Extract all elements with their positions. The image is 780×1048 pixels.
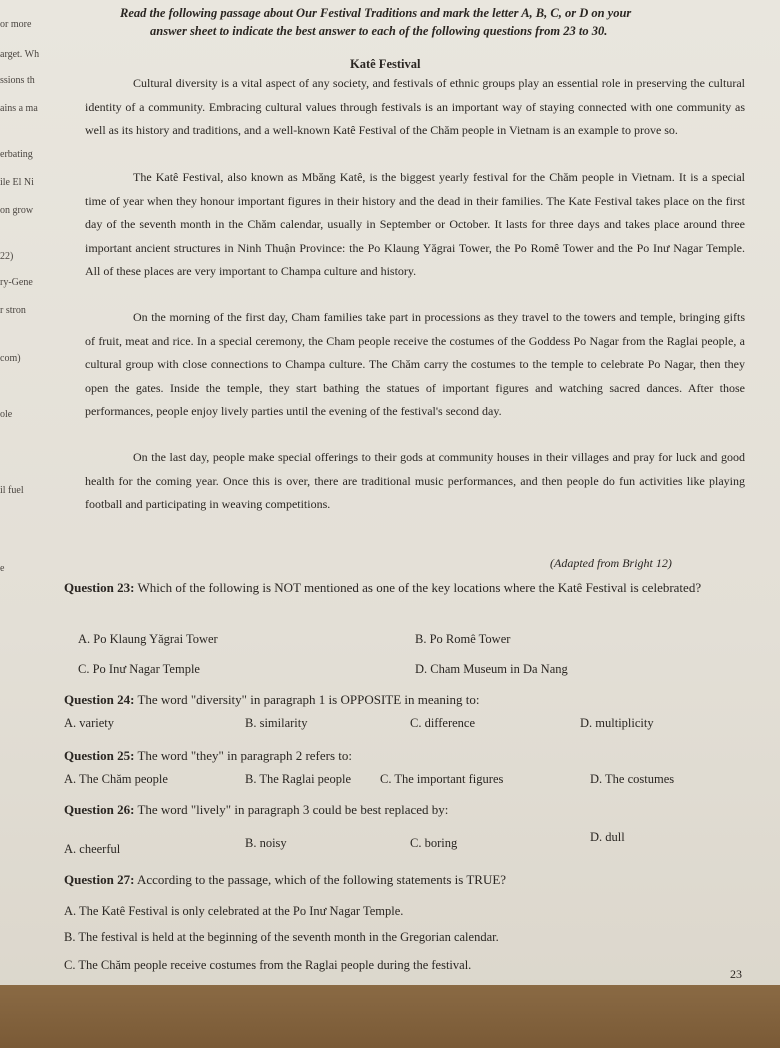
option-a[interactable]: A. The Chăm people <box>64 772 168 786</box>
margin-fragment: arget. Wh <box>0 49 40 60</box>
instructions-line-2: answer sheet to indicate the best answer to each of the following questions from 23 to 30. <box>150 24 608 38</box>
option-d[interactable]: D. dull <box>590 830 625 844</box>
option-b[interactable]: B. noisy <box>245 836 287 850</box>
question-23 <box>64 580 744 597</box>
option-b[interactable]: B. The festival is held at the beginning of the seventh month in the Gregorian calendar. <box>64 930 499 944</box>
option-c[interactable]: C. boring <box>410 836 458 850</box>
option-c[interactable]: C. The Chăm people receive costumes from the Raglai people during the festival. <box>64 958 472 972</box>
question-number: Question 24: <box>64 692 135 707</box>
option-a[interactable]: A. variety <box>64 716 114 730</box>
option-d[interactable]: D. The costumes <box>590 772 675 786</box>
wooden-surface <box>0 985 780 1048</box>
question-number: Question 27: <box>64 872 135 887</box>
adjacent-page-fragments <box>0 0 70 720</box>
option-c[interactable]: C. Po Inư Nagar Temple <box>78 662 200 676</box>
passage-source: (Adapted from Bright 12) <box>550 556 672 570</box>
question-27 <box>64 872 744 889</box>
margin-fragment: ssions th <box>0 75 35 86</box>
margin-fragment: ile El Ni <box>0 177 34 188</box>
question-26 <box>64 802 744 819</box>
option-d[interactable]: D. Cham Museum in Da Nang <box>415 662 568 676</box>
question-stem: The word "they" in paragraph 2 refers to: <box>137 748 353 763</box>
question-stem: The word "diversity" in paragraph 1 is OPPOSITE in meaning to: <box>137 692 480 707</box>
question-24 <box>64 692 744 709</box>
margin-fragment: il fuel <box>0 485 24 496</box>
option-c[interactable]: C. The important figures <box>380 772 504 786</box>
question-number: Question 25: <box>64 748 135 763</box>
margin-fragment: ry-Gene <box>0 277 33 288</box>
margin-fragment: 22) <box>0 251 14 262</box>
margin-fragment: on grow <box>0 205 34 216</box>
margin-fragment: ole <box>0 409 13 420</box>
question-number: Question 23: <box>64 580 135 595</box>
passage-paragraph-2 <box>85 166 745 284</box>
margin-fragment: e <box>0 563 5 574</box>
question-25 <box>64 748 744 765</box>
paragraph-text: On the morning of the first day, Cham families take part in processions as they travel to the towers and temple, bringing gifts of fruit, meat and rice. In a special ceremony, the Cham people receive the costumes of the Goddess Po Nagar from the Raglai people, a cultural group with close connections to Champa culture. The Chăm carry the costumes to the temple to celebrate Po Nagar, then they open the gates. Inside the temple, they start bathing the statues of important figures and watching sacred dances. After those performances, people enjoy lively parties until the evening of the festival's second day. <box>85 310 745 418</box>
margin-fragment: erbating <box>0 149 33 160</box>
margin-fragment: ains a ma <box>0 103 38 114</box>
paragraph-text: The Katê Festival, also known as Mbăng Katê, is the biggest yearly festival for the Chăm people in Vietnam. It is a special time of year when they honour important figures in their history and the dead in their families. The Kate Festival takes place on the first day of the seventh month in the Chăm calendar, usually in September or October. It lasts for three days and takes place around three important ancient structures in Ninh Thuận Province: the Po Klaung Yăgrai Tower, the Po Romê Tower and the Po Inư Nagar Temple. All of these places are very important to Champa culture and history. <box>85 170 745 278</box>
option-b[interactable]: B. The Raglai people <box>245 772 351 786</box>
margin-fragment: r stron <box>0 305 26 316</box>
option-a[interactable]: A. Po Klaung Yăgrai Tower <box>78 632 218 646</box>
instructions-line-1: Read the following passage about Our Festival Traditions and mark the letter A, B, C, or D on your <box>120 6 632 20</box>
option-d[interactable]: D. multiplicity <box>580 716 654 730</box>
option-c[interactable]: C. difference <box>410 716 476 730</box>
question-stem: The word "lively" in paragraph 3 could be best replaced by: <box>137 802 449 817</box>
option-b[interactable]: B. Po Romê Tower <box>415 632 511 646</box>
option-b[interactable]: B. similarity <box>245 716 308 730</box>
page-number: 23 <box>730 967 742 981</box>
question-stem: According to the passage, which of the following statements is TRUE? <box>136 872 507 887</box>
passage-paragraph-1 <box>85 72 745 143</box>
question-stem: Which of the following is NOT mentioned as one of the key locations where the Katê Festival is celebrated? <box>137 580 702 595</box>
margin-fragment: or more <box>0 19 32 30</box>
passage-paragraph-4 <box>85 446 745 517</box>
option-a[interactable]: A. cheerful <box>64 842 121 856</box>
passage-title: Katê Festival <box>350 57 421 71</box>
question-number: Question 26: <box>64 802 135 817</box>
passage-paragraph-3 <box>85 306 745 424</box>
paragraph-text: Cultural diversity is a vital aspect of any society, and festivals of ethnic groups play an essential role in preserving the cultural identity of a community. Embracing cultural values through festivals is an important way of staying connected with one community as well as its history and traditions, and a well-known Katê Festival of the Chăm people in Vietnam is an example to prove so. <box>85 76 745 137</box>
paragraph-text: On the last day, people make special offerings to their gods at community houses in their villages and pray for luck and good health for the coming year. Once this is over, there are traditional music performances, and then people do fun activities like playing football and participating in weaving competitions. <box>85 450 745 511</box>
margin-fragment: com) <box>0 353 21 364</box>
option-a[interactable]: A. The Katê Festival is only celebrated at the Po Inư Nagar Temple. <box>64 904 404 918</box>
